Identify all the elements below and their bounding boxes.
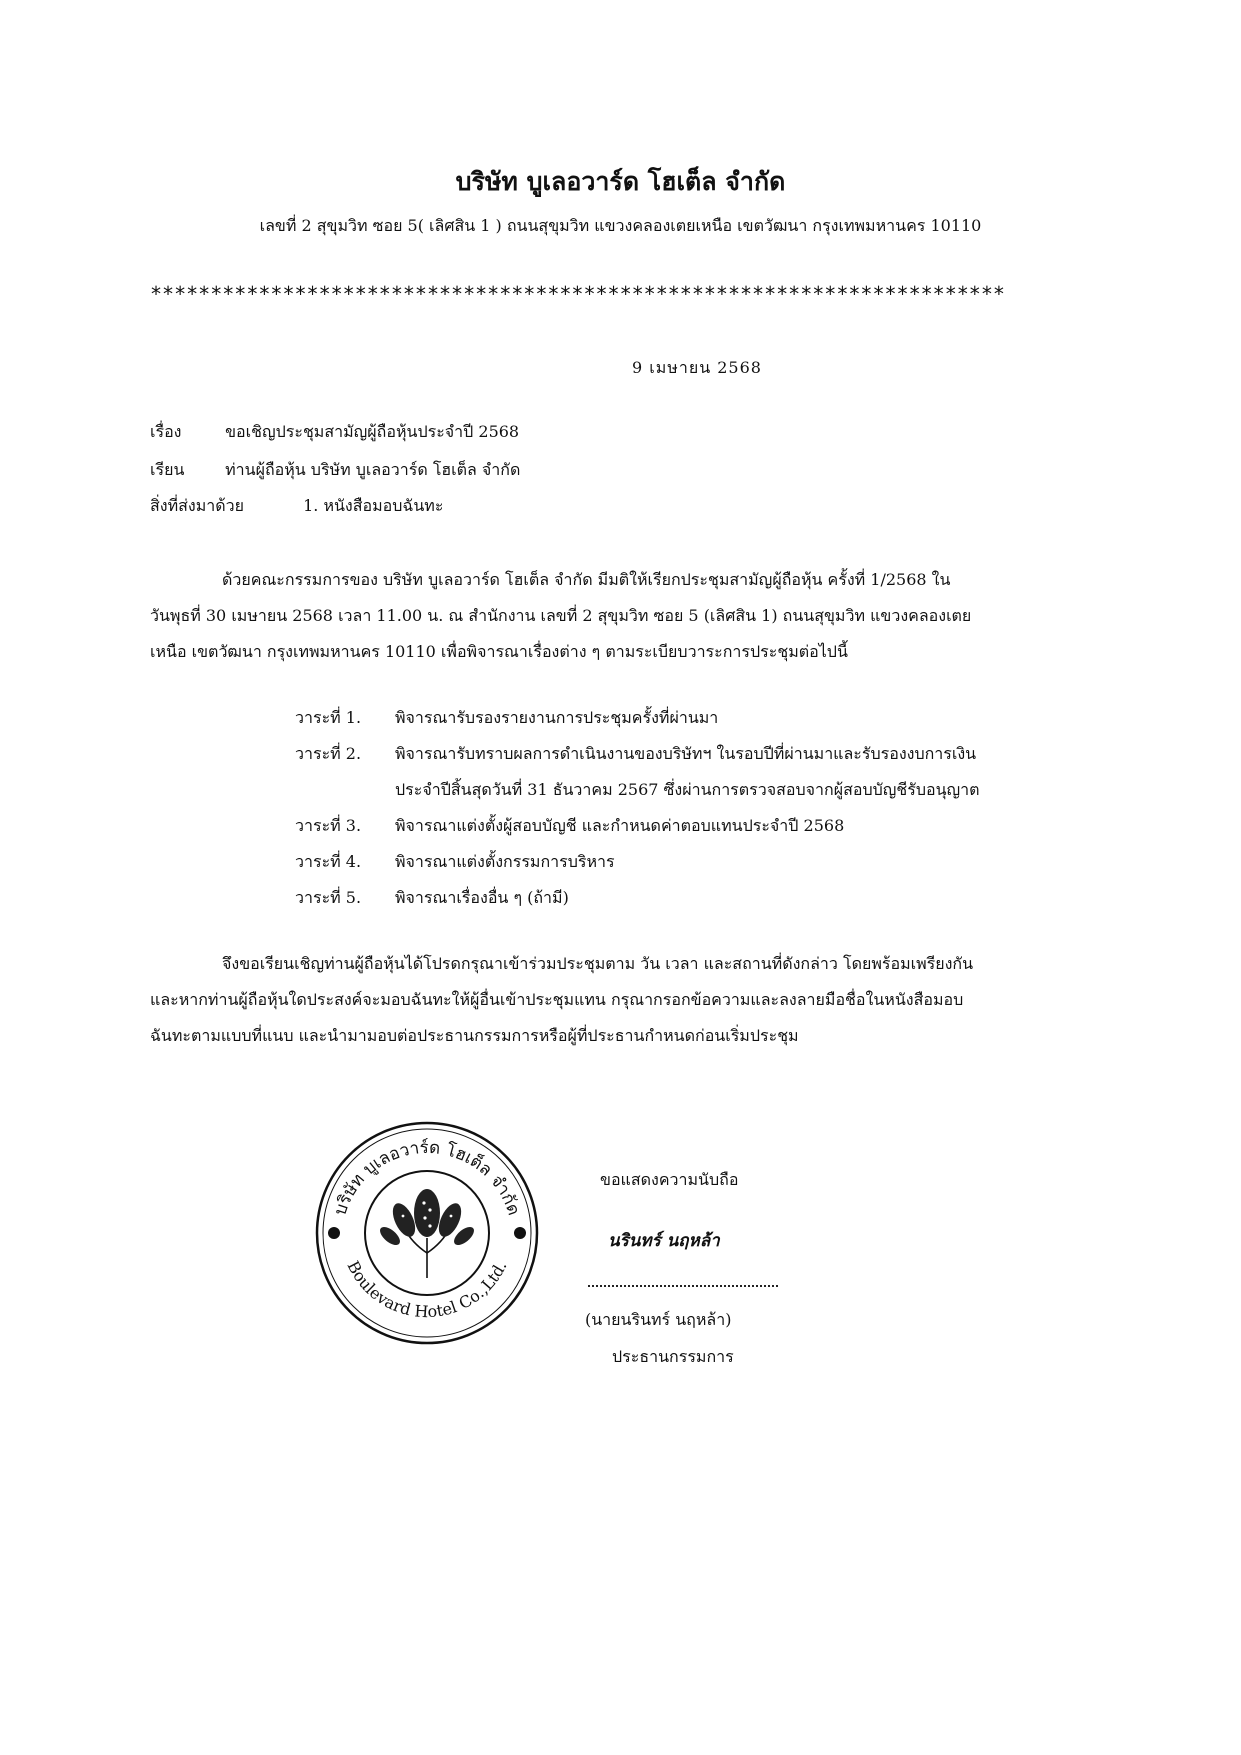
company-seal-icon — [312, 1118, 542, 1348]
subject-label: เรื่อง — [150, 422, 182, 441]
subject-text: ขอเชิญประชุมสามัญผู้ถือหุ้นประจำปี 2568 — [225, 422, 520, 441]
printed-name: (นายนรินทร์ นฤหล้า) — [585, 1310, 732, 1329]
subject-row — [150, 420, 519, 445]
closing-text: ขอแสดงความนับถือ — [600, 1170, 739, 1189]
agenda-item: วาระที่ 4. พิจารณาแต่งตั้งกรรมการบริหาร — [295, 852, 615, 871]
agenda-item: วาระที่ 1. พิจารณารับรองรายงานการประชุมครั้งที่ผ่านมา — [295, 708, 719, 727]
handwritten-signature: นรินทร์ นฤหล้า — [608, 1231, 720, 1251]
paragraph1-line1: ด้วยคณะกรรมการของ บริษัท บูเลอวาร์ด โฮเต็ล จำกัด มีมติให้เรียกประชุมสามัญผู้ถือหุ้น ครั้งที่ 1/2568 ใน — [222, 570, 951, 589]
separator-line: *********************************************************************** — [150, 282, 1005, 306]
svg-text:Boulevard Hotel Co.,Ltd.: Boulevard Hotel Co.,Ltd. — [343, 1257, 511, 1322]
enclosure-label: สิ่งที่ส่งมาด้วย — [150, 496, 244, 515]
letter-date: 9 เมษายน 2568 — [632, 358, 762, 377]
company-name: บริษัท บูเลอวาร์ด โฮเต็ล จำกัด — [455, 167, 786, 196]
to-label: เรียน — [150, 460, 185, 479]
agenda-item: วาระที่ 5. พิจารณาเรื่องอื่น ๆ (ถ้ามี) — [295, 888, 569, 907]
agenda-item: วาระที่ 2. พิจารณารับทราบผลการดำเนินงานของบริษัทฯ ในรอบปีที่ผ่านมาและรับรองงบการเงิน — [295, 744, 977, 763]
paragraph1-line2: วันพุธที่ 30 เมษายน 2568 เวลา 11.00 น. ณ สำนักงาน เลขที่ 2 สุขุมวิท ซอย 5 (เลิศสิน 1) ถนนสุขุมวิท แขวงคลองเตย — [150, 606, 972, 625]
paragraph2-line3: ฉันทะตามแบบที่แนบ และนำมามอบต่อประธานกรรมการหรือผู้ที่ประธานกำหนดก่อนเริ่มประชุม — [150, 1026, 799, 1045]
svg-text:บริษัท บูเลอวาร์ด โฮเต็ล จำกัด: บริษัท บูเลอวาร์ด โฮเต็ล จำกัด — [330, 1137, 524, 1218]
signature-dotted-line — [588, 1285, 778, 1287]
paragraph1-line3: เหนือ เขตวัฒนา กรุงเทพมหานคร 10110 เพื่อพิจารณาเรื่องต่าง ๆ ตามระเบียบวาระการประชุมต่อไปนี้ — [150, 642, 848, 661]
paragraph2-line1: จึงขอเรียนเชิญท่านผู้ถือหุ้นได้โปรดกรุณาเข้าร่วมประชุมตาม วัน เวลา และสถานที่ดังกล่าว โดยพร้อมเพรียงกัน — [222, 954, 974, 973]
to-row — [150, 458, 520, 483]
to-text: ท่านผู้ถือหุ้น บริษัท บูเลอวาร์ด โฮเต็ล จำกัด — [225, 460, 521, 479]
enclosure-row — [150, 494, 443, 519]
enclosure-text: 1. หนังสือมอบฉันทะ — [303, 496, 444, 515]
paragraph2-line2: และหากท่านผู้ถือหุ้นใดประสงค์จะมอบฉันทะให้ผู้อื่นเข้าประชุมแทน กรุณากรอกข้อความและลงลายมือชื่อในหนังสือมอบ — [150, 990, 964, 1009]
signer-title: ประธานกรรมการ — [612, 1347, 734, 1366]
agenda-item-continued: ประจำปีสิ้นสุดวันที่ 31 ธันวาคม 2567 ซึ่งผ่านการตรวจสอบจากผู้สอบบัญชีรับอนุญาต — [395, 780, 980, 799]
agenda-item: วาระที่ 3. พิจารณาแต่งตั้งผู้สอบบัญชี และกำหนดค่าตอบแทนประจำปี 2568 — [295, 816, 845, 835]
company-address: เลขที่ 2 สุขุมวิท ซอย 5( เลิศสิน 1 ) ถนนสุขุมวิท แขวงคลองเตยเหนือ เขตวัฒนา กรุงเทพมหานคร 10110 — [259, 216, 982, 235]
